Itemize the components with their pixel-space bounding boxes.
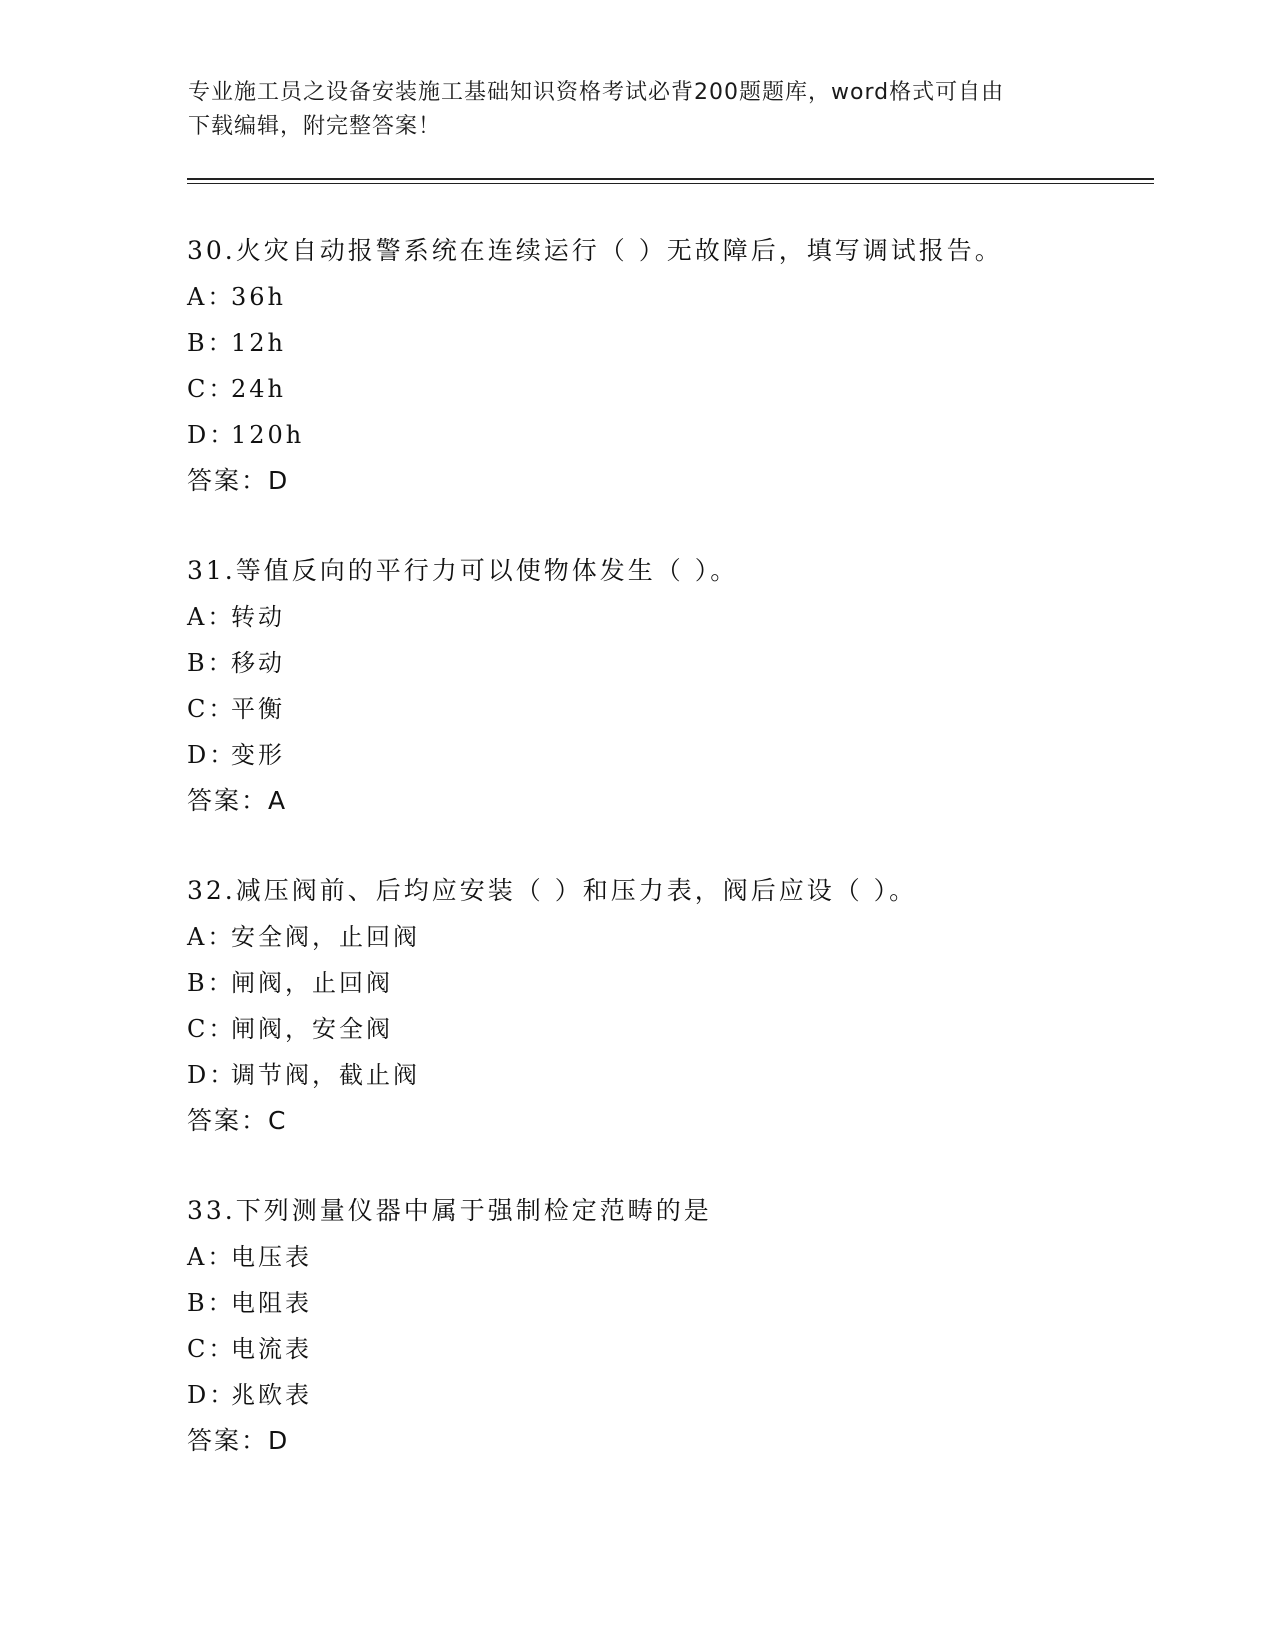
- option-label: D：: [187, 1061, 237, 1089]
- option-b: [187, 648, 1147, 694]
- option-label: C：: [187, 1015, 236, 1043]
- option-text: 调节阀，截止阀: [231, 1061, 420, 1089]
- option-text: 闸阀，止回阀: [231, 969, 393, 997]
- question-stem: 33.下列测量仪器中属于强制检定范畴的是: [187, 1196, 712, 1225]
- header-divider-thin: [187, 183, 1154, 184]
- option-label: B：: [187, 649, 235, 677]
- option-label: C：: [187, 1335, 236, 1363]
- answer: 答案：D: [187, 466, 290, 495]
- question-stem: 30.火灾自动报警系统在连续运行（ ）无故障后，填写调试报告。: [187, 236, 1003, 265]
- question-32: [187, 876, 1147, 1152]
- option-text: 兆欧表: [231, 1381, 312, 1409]
- option-d: [187, 1380, 1147, 1426]
- option-text: 电流表: [231, 1335, 312, 1363]
- option-b: [187, 968, 1147, 1014]
- question-stem: 32.减压阀前、后均应安装（ ）和压力表，阀后应设（ ）。: [187, 876, 918, 905]
- option-c: [187, 1014, 1147, 1060]
- option-label: B：: [187, 329, 235, 357]
- option-c: [187, 694, 1147, 740]
- option-label: A：: [187, 283, 235, 311]
- option-a: [187, 1242, 1147, 1288]
- option-text: 闸阀，安全阀: [231, 1015, 393, 1043]
- option-text: 电阻表: [231, 1289, 312, 1317]
- option-c: [187, 374, 1147, 420]
- option-label: B：: [187, 1289, 235, 1317]
- document-header: [188, 76, 1068, 144]
- option-a: [187, 282, 1147, 328]
- header-line-2: 下载编辑，附完整答案！: [188, 114, 442, 139]
- option-a: [187, 922, 1147, 968]
- option-label: A：: [187, 923, 235, 951]
- option-label: A：: [187, 603, 235, 631]
- question-stem: 31.等值反向的平行力可以使物体发生（ ）。: [187, 556, 739, 585]
- option-label: C：: [187, 375, 236, 403]
- option-text: 平衡: [231, 695, 285, 723]
- option-d: [187, 420, 1147, 466]
- option-text: 安全阀，止回阀: [231, 923, 420, 951]
- option-label: D：: [187, 421, 237, 449]
- header-line-1: 专业施工员之设备安装施工基础知识资格考试必背200题题库，word格式可自由: [188, 80, 1005, 105]
- option-text: 12h: [231, 329, 286, 357]
- option-a: [187, 602, 1147, 648]
- option-label: C：: [187, 695, 236, 723]
- answer: 答案：A: [187, 786, 288, 815]
- question-31: [187, 556, 1147, 832]
- option-text: 变形: [231, 741, 285, 769]
- option-text: 转动: [231, 603, 285, 631]
- question-33: [187, 1196, 1147, 1472]
- answer: 答案：D: [187, 1426, 290, 1455]
- option-label: D：: [187, 1381, 237, 1409]
- option-d: [187, 1060, 1147, 1106]
- option-label: B：: [187, 969, 235, 997]
- option-label: A：: [187, 1243, 235, 1271]
- option-c: [187, 1334, 1147, 1380]
- header-divider-thick: [187, 178, 1154, 180]
- option-d: [187, 740, 1147, 786]
- option-text: 电压表: [231, 1243, 312, 1271]
- option-text: 移动: [231, 649, 285, 677]
- option-label: D：: [187, 741, 237, 769]
- option-b: [187, 328, 1147, 374]
- option-text: 24h: [231, 375, 286, 403]
- option-text: 120h: [231, 421, 305, 449]
- option-b: [187, 1288, 1147, 1334]
- answer: 答案：C: [187, 1106, 288, 1135]
- question-30: [187, 236, 1147, 512]
- option-text: 36h: [231, 283, 286, 311]
